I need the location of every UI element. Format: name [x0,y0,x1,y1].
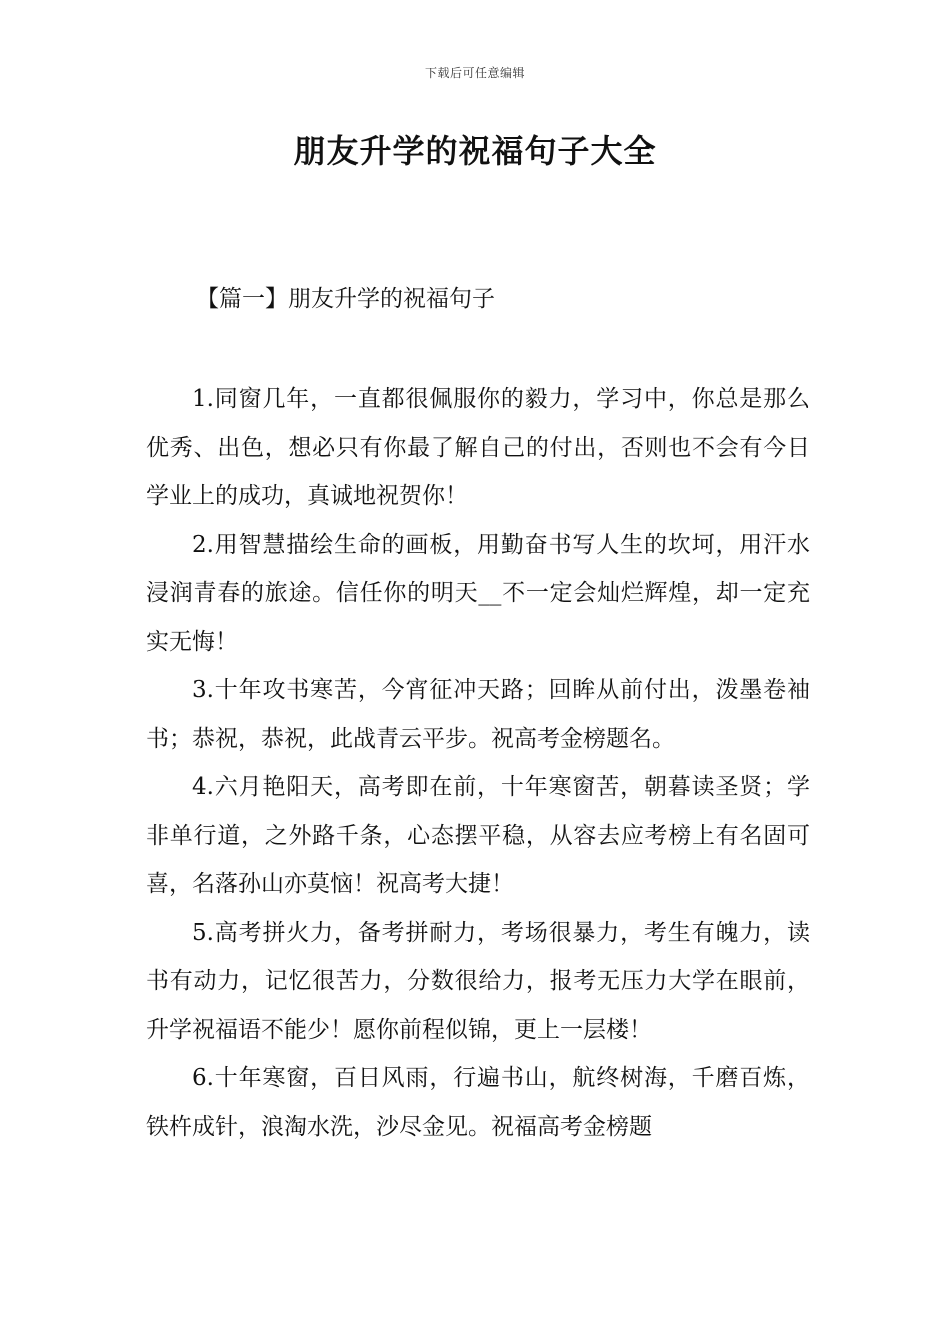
paragraph-3: 3.十年攻书寒苦，今宵征冲天路；回眸从前付出，泼墨卷袖书；恭祝，恭祝，此战青云平步。祝高考金榜题名。 [146,677,810,752]
paragraph-6: 6.十年寒窗，百日风雨，行遍书山，航终树海，千磨百炼，铁杵成针，浪淘水洗，沙尽金见。祝福高考金榜题 [146,1065,810,1140]
paragraph-4: 4.六月艳阳天，高考即在前，十年寒窗苦，朝暮读圣贤；学非单行道，之外路千条，心态摆平稳，从容去应考榜上有名固可喜，名落孙山亦莫恼！祝高考大捷！ [146,774,810,897]
section-heading: 【篇一】朋友升学的祝福句子 [196,286,495,312]
document-title: 朋友升学的祝福句子大全 [293,132,657,170]
paragraph-1: 1.同窗几年，一直都很佩服你的毅力，学习中，你总是那么优秀、出色，想必只有你最了解自己的付出，否则也不会有今日学业上的成功，真诚地祝贺你！ [146,386,810,509]
header-note: 下载后可任意编辑 [424,66,525,80]
paragraph-5: 5.高考拼火力，备考拼耐力，考场很暴力，考生有魄力，读书有动力，记忆很苦力，分数很给力，报考无压力大学在眼前，升学祝福语不能少！愿你前程似锦，更上一层楼！ [146,919,810,1043]
document-body [146,375,810,1151]
paragraph-2: 2.用智慧描绘生命的画板，用勤奋书写人生的坎坷，用汗水浸润青春的旅途。信任你的明天__不一定会灿烂辉煌，却一定充实无悔！ [146,531,810,655]
